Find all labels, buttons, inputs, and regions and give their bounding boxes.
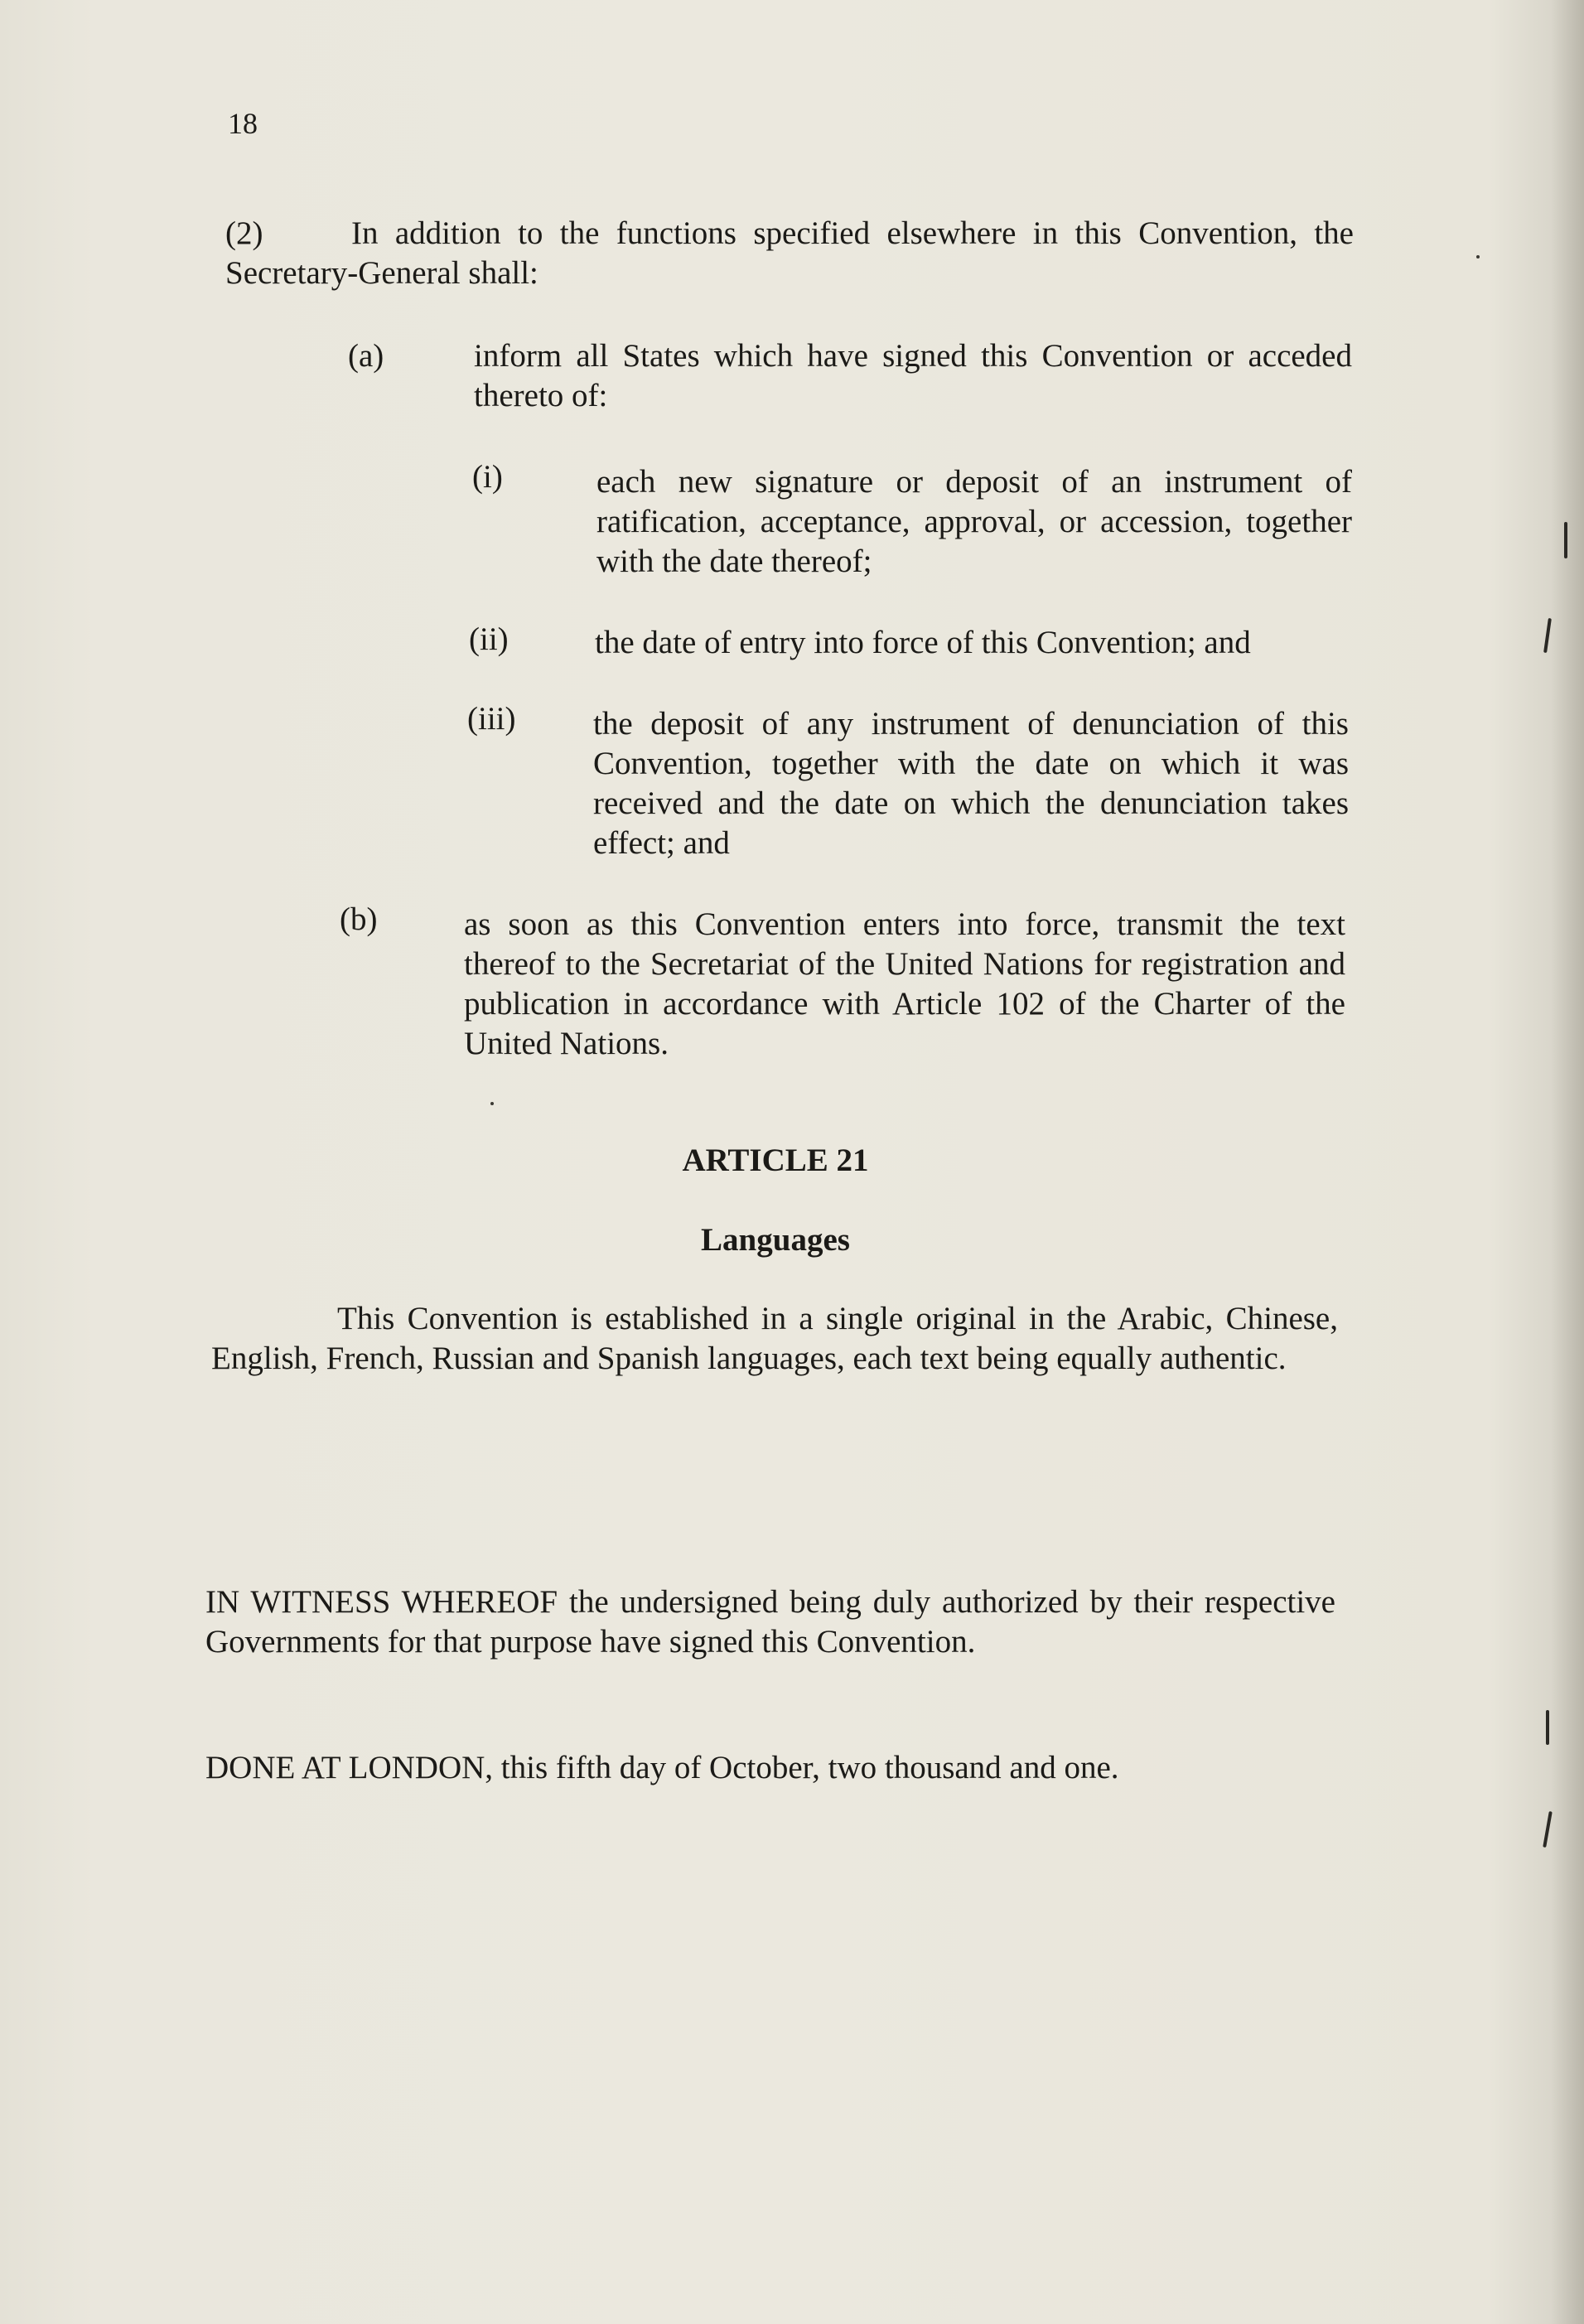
item-iii-text: the deposit of any instrument of denunciation of this Convention, together with the date on which it was received and the date on which the denunciation takes effect; and	[593, 706, 1349, 861]
done-at-line: DONE AT LONDON, this fifth day of October, two thousand and one.	[205, 1750, 1119, 1785]
page-edge-shadow	[1551, 0, 1584, 2324]
scan-speck	[1476, 255, 1480, 258]
scan-speck	[490, 1102, 494, 1105]
article-heading: ARTICLE 21	[682, 1143, 869, 1178]
item-iii-label: (iii)	[467, 701, 516, 737]
item-ii-text: the date of entry into force of this Convention; and	[595, 625, 1251, 660]
scan-mark	[1546, 1710, 1549, 1745]
item-ii-label: (ii)	[469, 621, 509, 657]
scan-mark	[1564, 522, 1567, 558]
witness-paragraph: IN WITNESS WHEREOF the undersigned being duly authorized by their respective Governments for that purpose have signed this Convention.	[205, 1584, 1335, 1660]
item-b-label: (b)	[340, 901, 378, 937]
item-a-text: inform all States which have signed this Convention or acceded thereto of:	[474, 338, 1352, 413]
page-number: 18	[228, 107, 258, 140]
languages-paragraph: This Convention is established in a single original in the Arabic, Chinese, English, French, Russian and Spanish languages, each text being equally authentic.	[211, 1301, 1338, 1376]
item-b-text: as soon as this Convention enters into force, transmit the text thereof to the Secretariat of the United Nations for registration and publication in accordance with Article 102 of the Charter of the United Nations.	[464, 906, 1345, 1061]
item-i-text: each new signature or deposit of an instrument of ratification, acceptance, approval, or accession, together with the date thereof;	[596, 464, 1352, 579]
para-2-label: (2)	[225, 215, 263, 251]
item-i-label: (i)	[472, 459, 503, 495]
article-subheading: Languages	[701, 1222, 850, 1258]
para-2-text: In addition to the functions specified elsewhere in this Convention, the Secretary-General shall:	[225, 215, 1354, 291]
item-a-label: (a)	[348, 338, 384, 374]
